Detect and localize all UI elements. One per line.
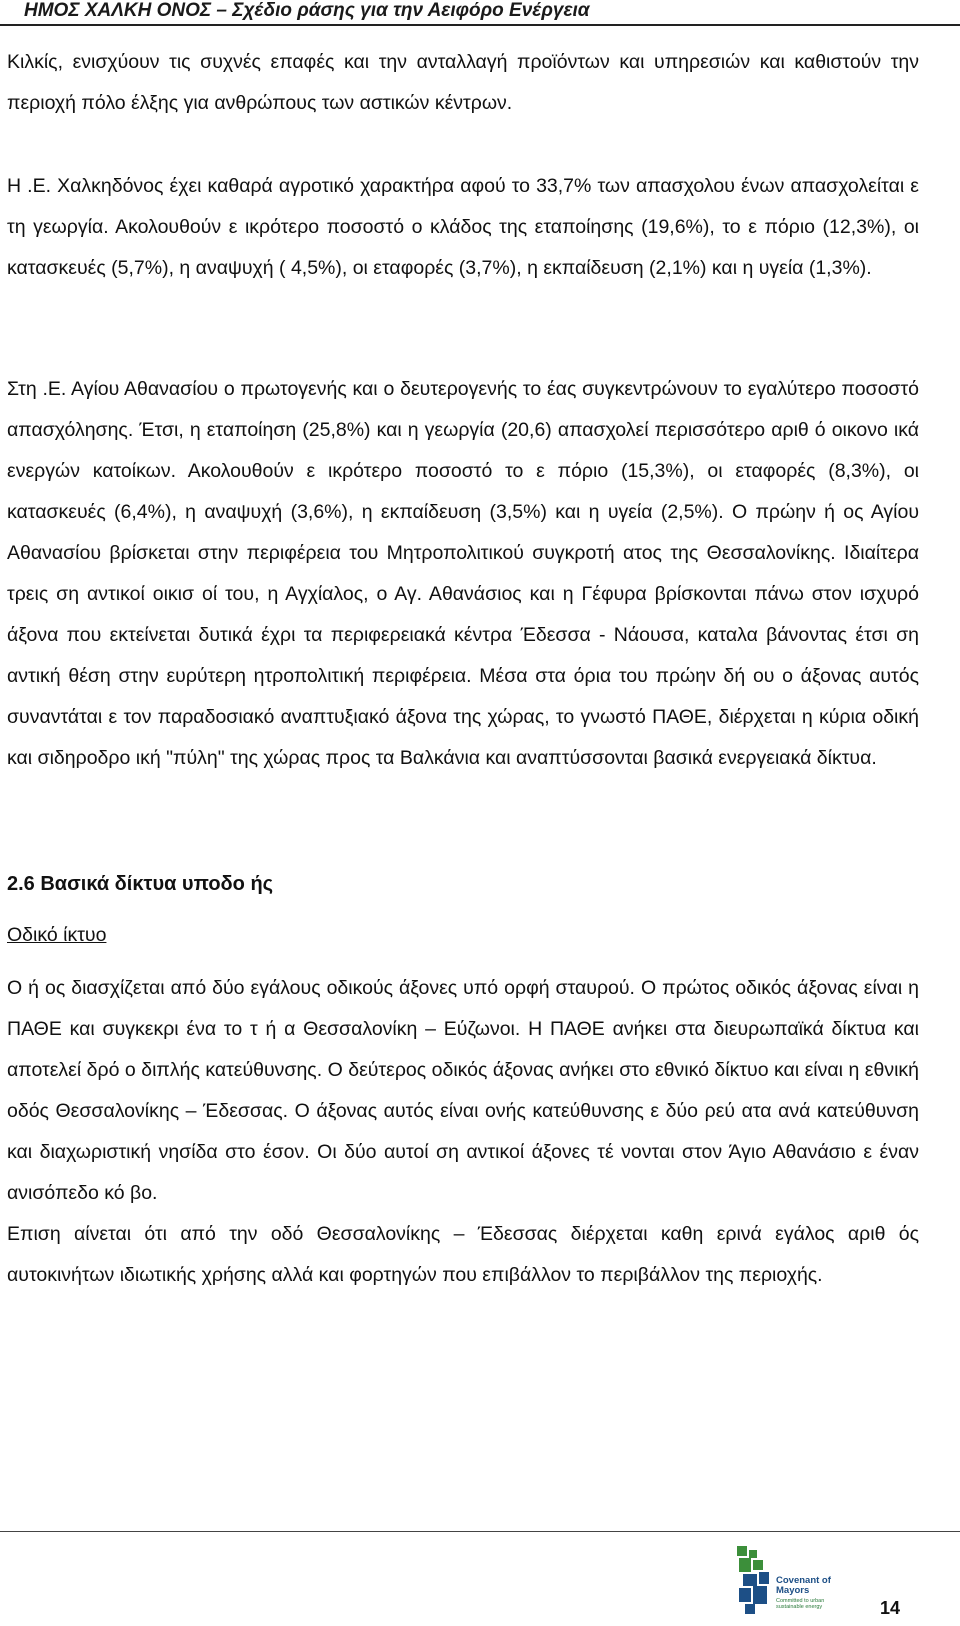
page-number: 14 bbox=[880, 1598, 901, 1618]
logo-tagline: Committed to urban sustainable energy bbox=[776, 1598, 825, 1610]
covenant-logo-icon bbox=[735, 1544, 773, 1616]
page-body bbox=[7, 42, 919, 1296]
covenant-of-mayors-logo bbox=[735, 1540, 831, 1620]
footer-divider bbox=[0, 1531, 960, 1532]
paragraph-traffic: Επιση αίνεται ότι από την οδό Θεσσαλονίκης – Έδεσσας διέρχεται καθη ερινά εγάλος αριθ ός αυτοκινήτων ιδιωτικής χρήσης αλλά και φορτηγών που επιβάλλον το περιβάλλον της περιοχής. bbox=[7, 1223, 919, 1286]
paragraph-agiou-athanasiou: Στη .Ε. Αγίου Αθανασίου ο πρωτογενής και ο δευτερογενής το έας συγκεντρώνουν το εγαλύτερο ποσοστό απασχόλησης. Έτσι, η εταποίηση (25,8%) και η γεωργία (20,6) απασχολεί περισσότερο αριθ ό οικονο ικά ενεργών κατοίκων. Ακολουθούν ε ικρότερο ποσοστό το ε πόριο (15,3%), οι εταφορές (8,3%), οι κατασκευές (6,4%), η αναψυχή (3,6%), η εκπαίδευση (3,5%) και η υγεία (2,5%). Ο πρώην ή ος Αγίου Αθανασίου βρίσκεται στην περιφέρεια του Μητροπολιτικού συγκροτή ατος της Θεσσαλονίκης. Ιδιαίτερα τρεις ση αντικοί οικισ οί του, η Αγχίαλος, ο Αγ. Αθανάσιος και η Γέφυρα βρίσκονται πάνω στον ισχυρό άξονα που εκτείνεται δυτικά έχρι τα περιφερειακά κέντρα Έδεσσα - Νάουσα, καταλα βάνοντας έτσι ση αντική θέση στην ευρύτερη ητροπολιτική περιφέρεια. Μέσα στα όρια του πρώην δή ου ο άξονας αυτός συναντάται ε τον παραδοσιακό αναπτυξιακό άξονα της χώρας, το γνωστό ΠΑΘΕ, διέρχεται η κύρια οδική και σιδηροδρο ική "πύλη" της χώρας προς τα Βαλκάνια και αναπτύσσονται βασικά ενεργειακά δίκτυα. bbox=[7, 378, 919, 769]
document-title: ΗΜΟΣ ΧΑΛΚΗ ΟΝΟΣ – Σχέδιο ράσης για την Αειφόρο Ενέργεια bbox=[24, 0, 590, 21]
header-divider bbox=[0, 24, 960, 26]
page-header bbox=[0, 0, 960, 22]
paragraph-road-axes: Ο ή ος διασχίζεται από δύο εγάλους οδικούς άξονες υπό ορφή σταυρού. Ο πρώτος οδικός άξονας είναι η ΠΑΘΕ και συγκεκρι ένα το τ ή α Θεσσαλονίκη – Εύζωνοι. Η ΠΑΘΕ ανήκει στα διευρωπαϊκά δίκτυα και αποτελεί δρό ο διπλής κατεύθυνσης. Ο δεύτερος οδικός άξονας ανήκει στο εθνικό δίκτυο και είναι η εθνική οδός Θεσσαλονίκης – Έδεσσας. Ο άξονας αυτός είναι ονής κατεύθυνσης ε δύο ρεύ ατα ανά κατεύθυνση και διαχωριστική νησίδα στο έσον. Οι δύο αυτοί ση αντικοί άξονες τέ νονται στον Άγιο Αθανάσιο ε έναν ανισόπεδο κό βο. bbox=[7, 977, 919, 1204]
paragraph-chalkidonos: Η .Ε. Χαλκηδόνος έχει καθαρά αγροτικό χαρακτήρα αφού το 33,7% των απασχολου ένων απασχολείται ε τη γεωργία. Ακολουθούν ε ικρότερο ποσοστό ο κλάδος της εταποίησης (19,6%), το ε πόριο (12,3%), οι κατασκευές (5,7%), η αναψυχή ( 4,5%), οι εταφορές (3,7%), η εκπαίδευση (2,1%) και η υγεία (1,3%). bbox=[7, 175, 919, 279]
logo-wordmark: Covenant of Mayors bbox=[776, 1575, 831, 1596]
paragraph-kilkis: Κιλκίς, ενισχύουν τις συχνές επαφές και την ανταλλαγή προϊόντων και υπηρεσιών και καθιστούν την περιοχή πόλο έλξης για ανθρώπους των αστικών κέντρων. bbox=[7, 51, 919, 114]
section-heading: 2.6 Βασικά δίκτυα υποδο ής bbox=[7, 873, 274, 895]
subheading-road-network: Οδικό ίκτυο bbox=[7, 924, 107, 946]
